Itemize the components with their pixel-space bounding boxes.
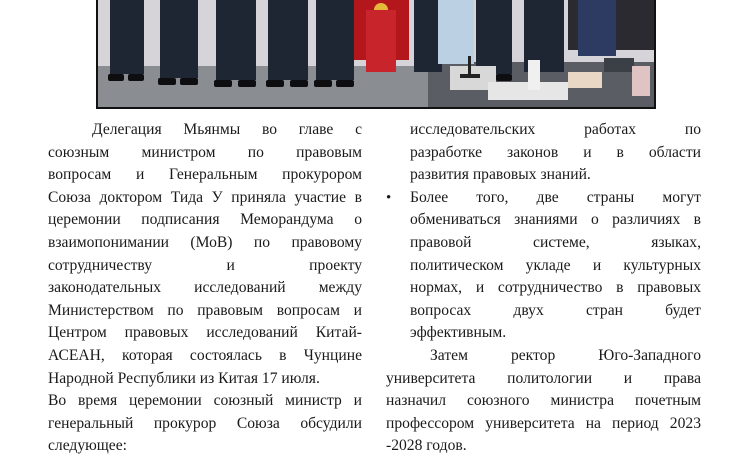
paragraph-ceremony xyxy=(48,390,362,458)
text-line: Центром правовых исследований Китай- xyxy=(48,324,362,342)
bullet-mark: • xyxy=(386,189,392,206)
text-line: Более того, две страны могут xyxy=(410,188,701,206)
text-line: политическом укладе и культурных xyxy=(410,256,701,274)
text-line: вопросам и Генеральным прокурором xyxy=(48,166,362,184)
text-line: АСЕАН, которая состоялась в Чунцине xyxy=(48,346,362,364)
text-line: законодательных исследований между xyxy=(48,279,362,297)
text-line: Делегация Мьянмы во главе с xyxy=(92,121,362,138)
text-line: обмениваться знаниями о различиях в xyxy=(410,211,701,229)
text-line: -2028 годов. xyxy=(386,437,467,455)
text-line: союзным министром по правовым xyxy=(48,143,362,161)
text-line: назначил союзного министра почетным xyxy=(386,392,701,410)
text-line: правовой системе, языках, xyxy=(410,233,701,251)
text-line: сотрудничеству и проекту xyxy=(48,256,362,274)
text-line: Союза доктором Тида У приняла участие в xyxy=(48,188,362,206)
paragraph-delegation xyxy=(48,119,362,390)
text-line: нормах, и сотрудничество в правовых xyxy=(410,279,701,297)
text-line: развития правовых знаний. xyxy=(410,166,591,184)
text-line: университета политологии и права xyxy=(386,369,701,387)
photo-illustration xyxy=(98,0,654,109)
paragraph-professor xyxy=(386,345,701,458)
text-line: эффективным. xyxy=(410,324,507,342)
text-line: вопросах двух стран будет xyxy=(410,301,701,319)
news-photo xyxy=(96,0,656,109)
bullet-first-line xyxy=(386,187,701,210)
right-column xyxy=(386,119,701,458)
text-line: Затем ректор Юго-Западного xyxy=(430,346,701,364)
text-line: исследовательских работах по xyxy=(410,121,701,138)
text-line: взаимопонимании (МоВ) по правовому xyxy=(48,233,362,251)
text-line: церемонии подписания Меморандума о xyxy=(48,211,362,229)
text-line: разработке законов и в области xyxy=(410,143,701,161)
bullet-item-exchange xyxy=(386,187,701,345)
text-line: Министерством по правовым вопросам и xyxy=(48,301,362,319)
text-line: следующее: xyxy=(48,437,127,455)
text-line: Народной Республики из Китая 17 июля. xyxy=(48,369,320,387)
text-line: Во время церемонии союзный министр и xyxy=(48,392,362,410)
left-column xyxy=(48,119,362,458)
text-line: профессором университета на период 2023 xyxy=(386,414,701,432)
text-line: генеральный прокурор Союза обсудили xyxy=(48,414,362,432)
bullet-continuation xyxy=(386,119,701,187)
